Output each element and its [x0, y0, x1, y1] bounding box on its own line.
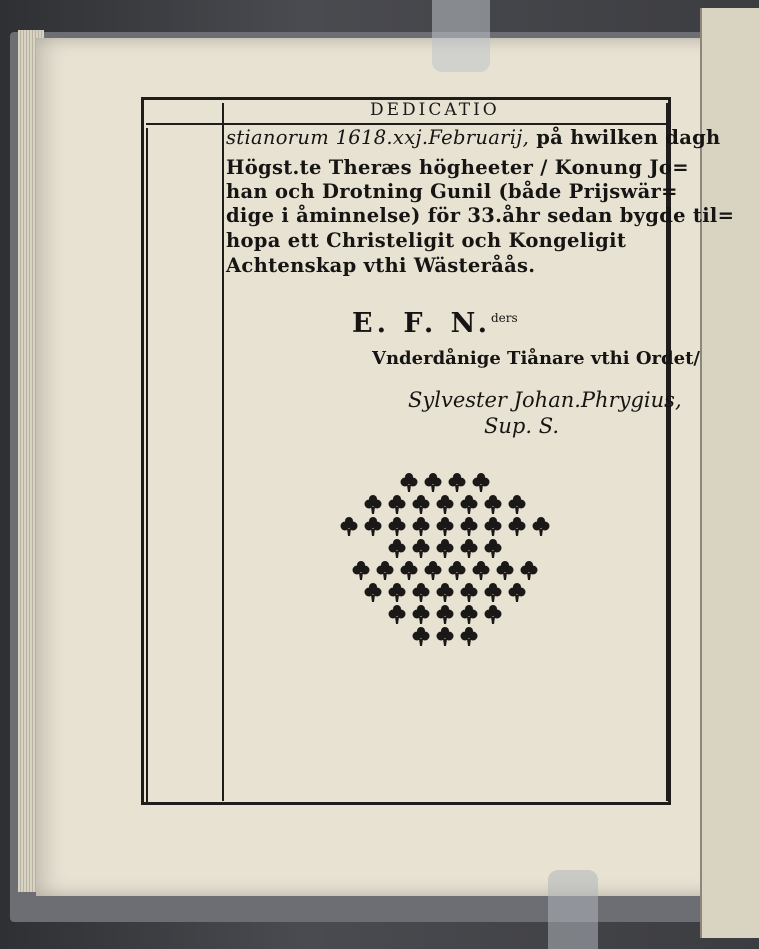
signature: Sylvester Johan.Phrygius,	[408, 388, 682, 412]
fleuron-ornament-icon	[300, 472, 590, 662]
fleuron-glyph	[509, 517, 526, 536]
fleuron-glyph	[413, 539, 430, 558]
fleuron-glyph	[437, 517, 454, 536]
text-line-2: Högst.te Theræs högheeter / Konung Jo=	[226, 156, 689, 179]
fleuron-glyph	[389, 495, 406, 514]
fleuron-glyph	[401, 473, 418, 492]
fleuron-glyph	[533, 517, 550, 536]
fleuron-glyph	[461, 539, 478, 558]
initials-text: E. F. N.	[352, 308, 491, 339]
fleuron-glyph	[389, 517, 406, 536]
fleuron-glyph	[449, 473, 466, 492]
text-line-3: han och Drotning Gunil (både Prijswär=	[226, 180, 678, 203]
subscription-line: Vnderdånige Tiånare vthi Ordet/	[372, 348, 700, 369]
signature-title: Sup. S.	[484, 414, 560, 438]
fleuron-glyph	[461, 583, 478, 602]
fleuron-glyph	[389, 605, 406, 624]
margin-rule-inner	[222, 103, 224, 801]
fleuron-glyph	[473, 561, 490, 580]
fleuron-glyph	[437, 495, 454, 514]
fleuron-glyph	[389, 539, 406, 558]
text-line-1-rest: på hwilken dagh	[536, 126, 721, 149]
fleuron-glyph	[377, 561, 394, 580]
fleuron-glyph	[341, 517, 358, 536]
fleuron-glyph	[365, 495, 382, 514]
text-line-4: dige i åminnelse) för 33.åhr sedan bygde til=	[226, 204, 735, 227]
fleuron-glyph	[509, 495, 526, 514]
fleuron-glyph	[413, 517, 430, 536]
fleuron-glyph	[485, 517, 502, 536]
fleuron-glyph	[437, 605, 454, 624]
text-line-1	[226, 126, 721, 149]
text-line-1-italic: stianorum 1618.xxj.Februarij,	[226, 126, 530, 149]
fleuron-glyph	[425, 561, 442, 580]
fleuron-glyph	[497, 561, 514, 580]
margin-rule-left	[146, 128, 148, 802]
text-line-6: Achtenskap vthi Wästeråås.	[226, 254, 536, 277]
fleuron-glyph	[509, 583, 526, 602]
fleuron-glyph	[401, 561, 418, 580]
text-line-5: hopa ett Christeligit och Kongeligit	[226, 229, 627, 252]
fleuron-glyph	[461, 517, 478, 536]
fleuron-glyph	[389, 583, 406, 602]
fleuron-glyph	[365, 517, 382, 536]
initials-superscript: ders	[491, 311, 518, 325]
fleuron-glyph	[413, 605, 430, 624]
fleuron-glyph	[485, 495, 502, 514]
page-heading: DEDICATIO	[370, 100, 500, 120]
fleuron-glyph	[437, 539, 454, 558]
page-clip-top	[432, 0, 490, 72]
fleuron-glyph	[485, 605, 502, 624]
fleuron-glyph	[485, 583, 502, 602]
fleuron-glyph	[425, 473, 442, 492]
fleuron-glyph	[485, 539, 502, 558]
author-initials	[352, 308, 518, 339]
fleuron-glyph	[437, 583, 454, 602]
fleuron-glyph	[473, 473, 490, 492]
fleuron-glyph	[461, 605, 478, 624]
page-clip-bottom	[548, 870, 598, 949]
fleuron-glyph	[437, 627, 454, 646]
fleuron-glyph	[365, 583, 382, 602]
fleuron-glyph	[413, 495, 430, 514]
fleuron-glyph	[353, 561, 370, 580]
fleuron-glyph	[413, 583, 430, 602]
fleuron-glyph	[521, 561, 538, 580]
fleuron-glyph	[413, 627, 430, 646]
header-rule	[146, 123, 666, 125]
fleuron-glyph	[461, 627, 478, 646]
fleuron-glyph	[449, 561, 466, 580]
fleuron-glyph	[461, 495, 478, 514]
